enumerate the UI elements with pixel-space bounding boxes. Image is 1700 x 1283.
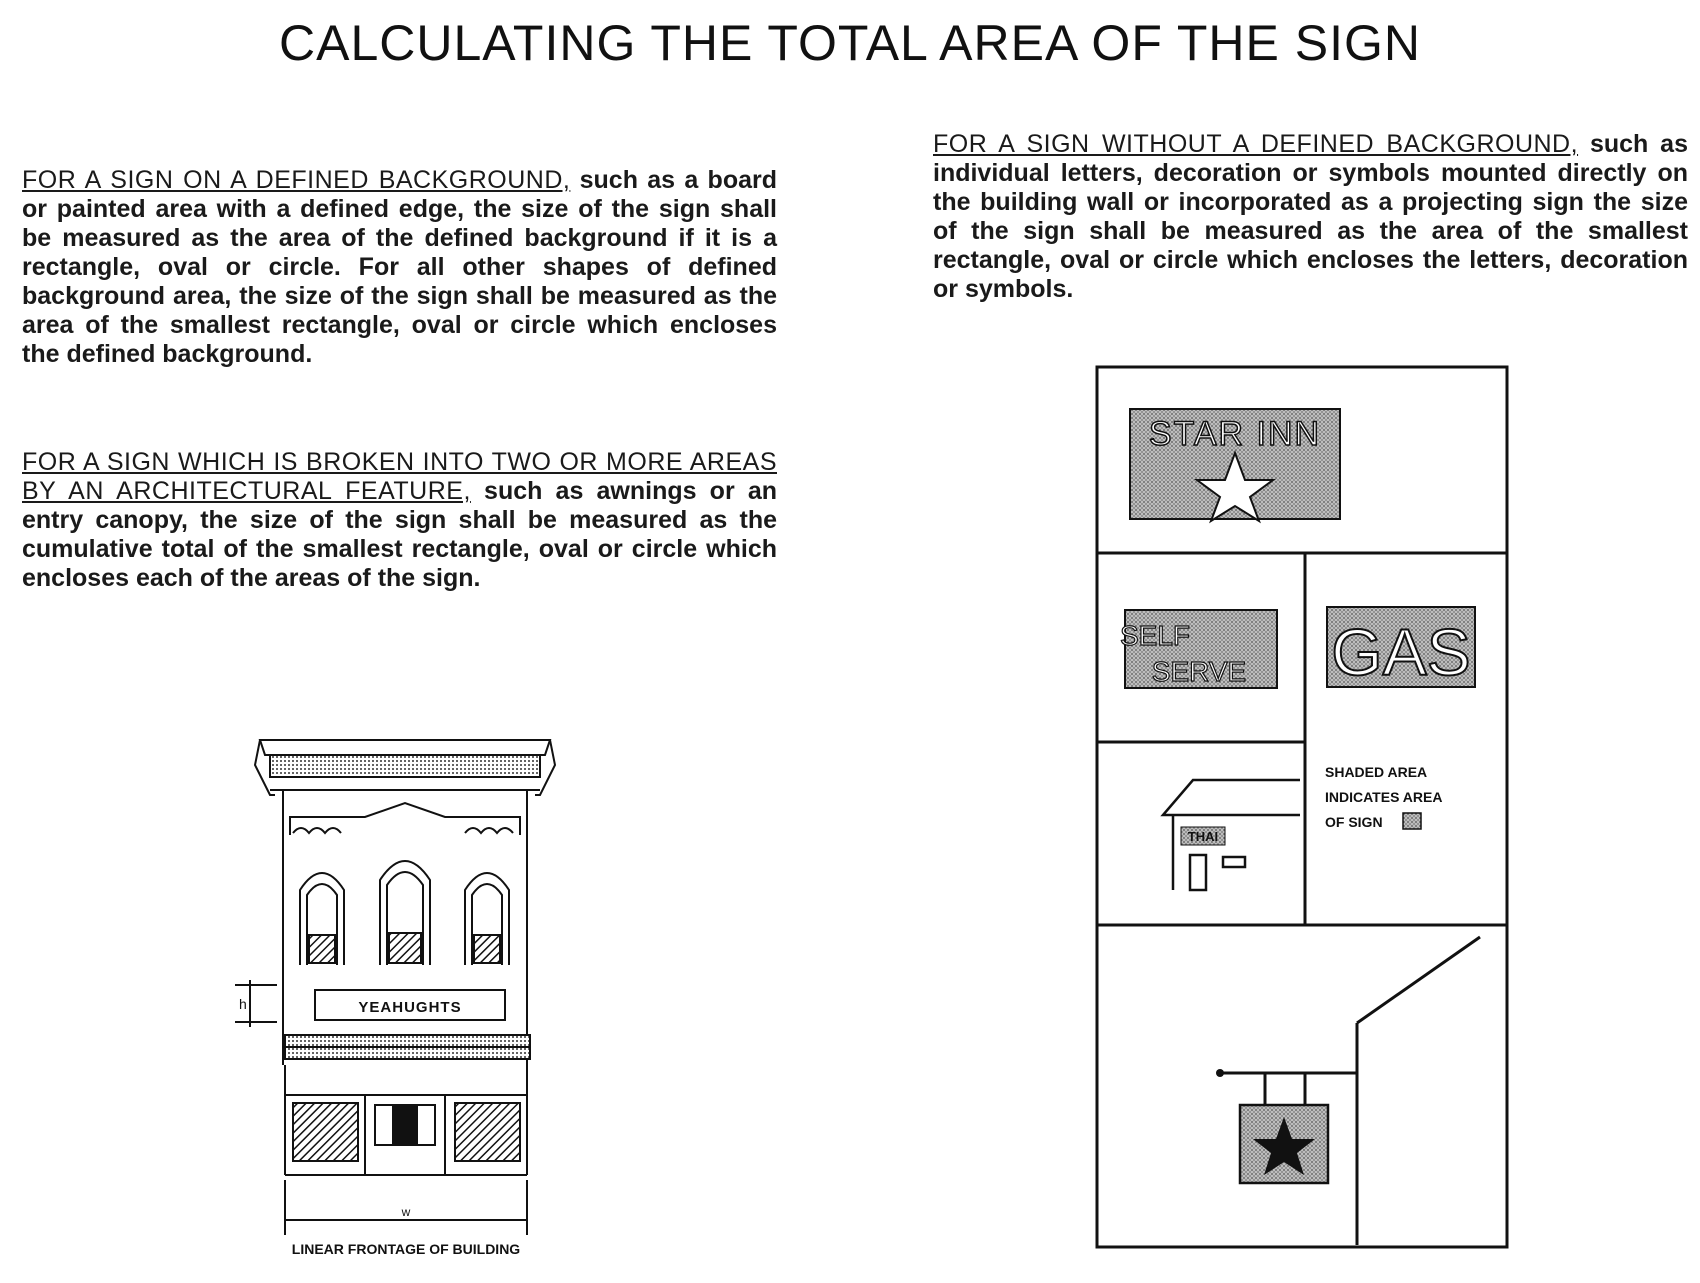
paragraph-broken-areas (22, 448, 777, 593)
sign-examples-panel (1095, 365, 1515, 1253)
legend-line-1: SHADED AREA (1325, 764, 1428, 780)
paragraph-defined-background (22, 166, 777, 369)
paragraph-lead: FOR A SIGN ON A DEFINED BACKGROUND, (22, 166, 571, 194)
paragraph-no-background (933, 130, 1688, 304)
paragraph-body: such as awnings or an entry canopy, the size of the sign shall be measured as the cumulative total of the smallest rectangle, oval or circle which encloses each of the areas of the sign. (22, 477, 777, 592)
paragraph-body: such as a board or painted area with a defined edge, the size of the sign shall be measured as the area of the defined background if it is a rectangle, oval or circle. For all other shapes of defined background area, the size of the sign shall be measured as the area of the smallest rectangle, oval or circle which encloses the defined background. (22, 166, 777, 368)
page-title: CALCULATING THE TOTAL AREA OF THE SIGN (279, 15, 1421, 71)
width-mark: w (401, 1205, 411, 1219)
building-caption: LINEAR FRONTAGE OF BUILDING (291, 1241, 521, 1257)
paragraph-lead: FOR A SIGN WHICH IS BROKEN INTO TWO OR MORE AREAS BY AN ARCHITECTURAL FEATURE, (22, 448, 777, 505)
self-text: SELF (1119, 620, 1191, 651)
building-sign-text: YEAHUGHTS (358, 999, 462, 1016)
gas-text: GAS (1331, 615, 1471, 689)
legend-line-2: INDICATES AREA (1325, 789, 1443, 805)
paragraph-body: such as individual letters, decoration or symbols mounted directly on the building wall or incorporated as a projecting sign the size of the sign shall be measured as the area of the smallest rectangle, oval or circle which encloses the letters, decoration or symbols. (933, 130, 1688, 303)
height-mark: h (239, 996, 247, 1012)
building-facade-illustration (215, 735, 575, 1265)
serve-text: SERVE (1151, 656, 1247, 687)
legend-line-3: OF SIGN (1325, 814, 1383, 830)
star-inn-text: STAR INN (1148, 415, 1322, 453)
paragraph-lead: FOR A SIGN WITHOUT A DEFINED BACKGROUND, (933, 130, 1579, 158)
house-sign-text: THAI (1187, 829, 1219, 844)
legend-swatch (1403, 813, 1421, 829)
